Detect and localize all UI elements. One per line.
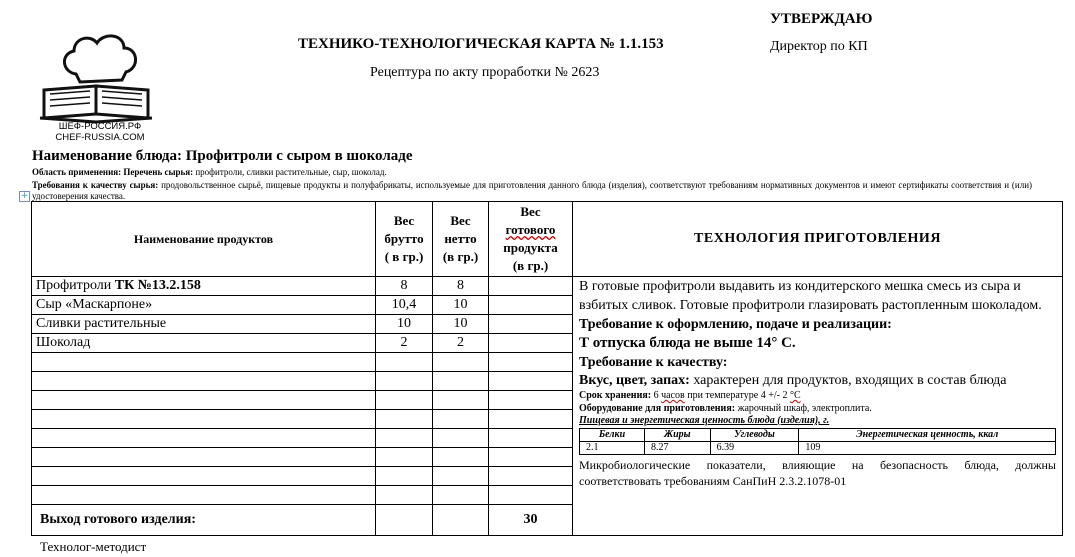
nutrition-header: Белки (580, 429, 645, 442)
nutrition-value[interactable]: 2.1 (580, 442, 645, 455)
product-name[interactable] (32, 315, 376, 334)
net-weight[interactable] (433, 467, 489, 486)
product-name-text: Профитроли (36, 278, 115, 293)
net-weight[interactable] (433, 391, 489, 410)
gross-weight[interactable] (376, 372, 433, 391)
header-net-line: Вес (450, 213, 471, 228)
equipment-label: Оборудование для приготовления: (579, 403, 736, 414)
product-name[interactable] (32, 334, 376, 353)
gross-weight[interactable]: 2 (376, 334, 433, 353)
output-weight[interactable] (489, 277, 573, 296)
dish-name: Профитроли с сыром в шоколаде (185, 148, 413, 164)
output-weight[interactable] (489, 486, 573, 505)
microbiology-text: Микробиологические показатели, влияющие на безопасность блюда, должны соответствовать требованиям СанПиН 2.3.2.1078-01 (579, 458, 1056, 488)
table-move-handle-icon[interactable]: + (20, 191, 29, 201)
header-output (489, 202, 573, 277)
header-gross-line: ( в гр.) (384, 249, 424, 264)
header-gross-line: Вес (393, 213, 415, 228)
net-weight[interactable] (433, 429, 489, 448)
serving-title: Требование к оформлению, подаче и реализации: (579, 317, 892, 332)
product-name[interactable] (32, 467, 376, 486)
gross-weight[interactable]: 10,4 (376, 296, 433, 315)
recipe-table (31, 201, 1063, 536)
header-gross-line: брутто (384, 231, 424, 246)
gross-weight[interactable] (376, 448, 433, 467)
nutrition-value-row (580, 442, 1056, 455)
yield-value[interactable]: 30 (489, 505, 573, 536)
approve-label: УТВЕРЖДАЮ (770, 11, 873, 27)
technology-cell[interactable] (573, 277, 1063, 536)
nutrition-header: Углеводы (710, 429, 799, 442)
yield-label: Выход готового изделия: (32, 505, 376, 536)
gross-weight[interactable]: 8 (376, 277, 433, 296)
dish-name-line (32, 148, 413, 165)
header-net-line: (в гр.) (442, 249, 479, 264)
output-weight[interactable] (489, 429, 573, 448)
storage-unit: часов (661, 390, 685, 401)
output-weight[interactable] (489, 315, 573, 334)
scope-label: Область применения: Перечень сырья: (32, 167, 194, 177)
nutrition-header-row (580, 429, 1056, 442)
output-weight[interactable] (489, 334, 573, 353)
yield-gross[interactable] (376, 505, 433, 536)
net-weight[interactable] (433, 486, 489, 505)
nutrition-title: Пищевая и энергетическая ценность блюда (изделия), г. (579, 415, 830, 426)
open-book-icon (44, 86, 148, 118)
net-weight[interactable]: 2 (433, 334, 489, 353)
gross-weight[interactable] (376, 467, 433, 486)
storage-hours: 6 (651, 390, 662, 401)
output-weight[interactable] (489, 296, 573, 315)
output-weight[interactable] (489, 391, 573, 410)
net-weight[interactable]: 10 (433, 296, 489, 315)
product-name[interactable] (32, 429, 376, 448)
net-weight[interactable]: 8 (433, 277, 489, 296)
product-name[interactable] (32, 277, 376, 296)
storage-line (579, 389, 1056, 402)
nutrition-header: Жиры (644, 429, 710, 442)
taste-text: характерен для продуктов, входящих в состав блюда (689, 373, 1007, 388)
yield-net[interactable] (433, 505, 489, 536)
scope-text: профитроли, сливки растительные, сыр, шоколад. (193, 167, 387, 177)
document-subtitle: Рецептура по акту проработки № 2623 (370, 65, 600, 80)
header-output-line: готового (505, 222, 556, 237)
net-weight[interactable] (433, 372, 489, 391)
output-weight[interactable] (489, 410, 573, 429)
technology-description: В готовые профитроли выдавить из кондитерского мешка смесь из сыра и взбитых сливок. Готовые профитроли глазировать растопленным шоколадом. (579, 279, 1042, 313)
scope-line (32, 167, 387, 177)
product-name[interactable] (32, 353, 376, 372)
document-title: ТЕХНИКО-ТЕХНОЛОГИЧЕСКАЯ КАРТА № 1.1.153 (298, 36, 664, 52)
header-net (433, 202, 489, 277)
raw-quality-label: Требования к качеству сырья: (32, 180, 159, 190)
header-gross (376, 202, 433, 277)
product-name[interactable] (32, 391, 376, 410)
nutrition-table (579, 428, 1056, 455)
logo-text-en: CHEF-RUSSIA.COM (55, 132, 145, 142)
nutrition-value[interactable]: 6.39 (710, 442, 799, 455)
storage-temp: при температуре 4 +/- 2 (684, 390, 790, 401)
product-name-text: Сливки растительные (36, 316, 167, 331)
net-weight[interactable] (433, 353, 489, 372)
output-weight[interactable] (489, 353, 573, 372)
gross-weight[interactable]: 10 (376, 315, 433, 334)
product-name-text: Сыр «Маскарпоне» (36, 297, 153, 312)
product-name[interactable] (32, 410, 376, 429)
product-name[interactable] (32, 296, 376, 315)
gross-weight[interactable] (376, 353, 433, 372)
header-output-line: продукта (503, 240, 558, 255)
storage-label: Срок хранения: (579, 390, 652, 401)
gross-weight[interactable] (376, 410, 433, 429)
dish-label: Наименование блюда: (32, 148, 186, 164)
serving-temperature: Т отпуска блюда не выше 14° С. (579, 335, 796, 351)
gross-weight[interactable] (376, 486, 433, 505)
net-weight[interactable]: 10 (433, 315, 489, 334)
raw-quality-line (32, 180, 1032, 202)
taste-label: Вкус, цвет, запах: (579, 373, 690, 388)
raw-quality-text: продовольственное сырьё, пищевые продукты и полуфабрикаты, используемые для приготовления данного блюда (изделия), соответствуют требованиям нормативных документов и имеют сертификаты соответствия и (или) удостоверения качества. (32, 180, 1033, 201)
approve-role: Директор по КП (770, 39, 868, 54)
product-name[interactable] (32, 372, 376, 391)
equipment-line (579, 402, 1056, 415)
header-product-name: Наименование продуктов (32, 202, 376, 277)
output-weight[interactable] (489, 448, 573, 467)
header-net-line: нетто (444, 231, 477, 246)
quality-title: Требование к качеству: (579, 355, 728, 370)
nutrition-value[interactable]: 8.27 (644, 442, 710, 455)
nutrition-value[interactable]: 109 (799, 442, 1056, 455)
equipment-text: жарочный шкаф, электроплита. (735, 403, 872, 414)
chef-russia-logo (34, 24, 164, 142)
table-header-row (32, 202, 1063, 277)
net-weight[interactable] (433, 410, 489, 429)
header-output-line: (в гр.) (512, 258, 549, 273)
signature-label: Технолог-методист (40, 539, 147, 554)
header-output-line: Вес (520, 204, 541, 219)
product-name[interactable] (32, 448, 376, 467)
gross-weight[interactable] (376, 391, 433, 410)
header-technology: ТЕХНОЛОГИЯ ПРИГОТОВЛЕНИЯ (573, 202, 1063, 277)
chef-hat-icon (64, 36, 135, 82)
nutrition-header: Энергетическая ценность, ккал (799, 429, 1056, 442)
product-name[interactable] (32, 486, 376, 505)
gross-weight[interactable] (376, 429, 433, 448)
product-name-text: Шоколад (36, 335, 91, 350)
output-weight[interactable] (489, 467, 573, 486)
storage-degree: °С (789, 390, 801, 401)
product-ref: ТК №13.2.158 (114, 278, 201, 293)
table-row (32, 277, 1063, 296)
taste-line (579, 372, 1056, 389)
logo-text-ru: ШЕФ-РОССИЯ.РФ (58, 121, 142, 132)
net-weight[interactable] (433, 448, 489, 467)
output-weight[interactable] (489, 372, 573, 391)
